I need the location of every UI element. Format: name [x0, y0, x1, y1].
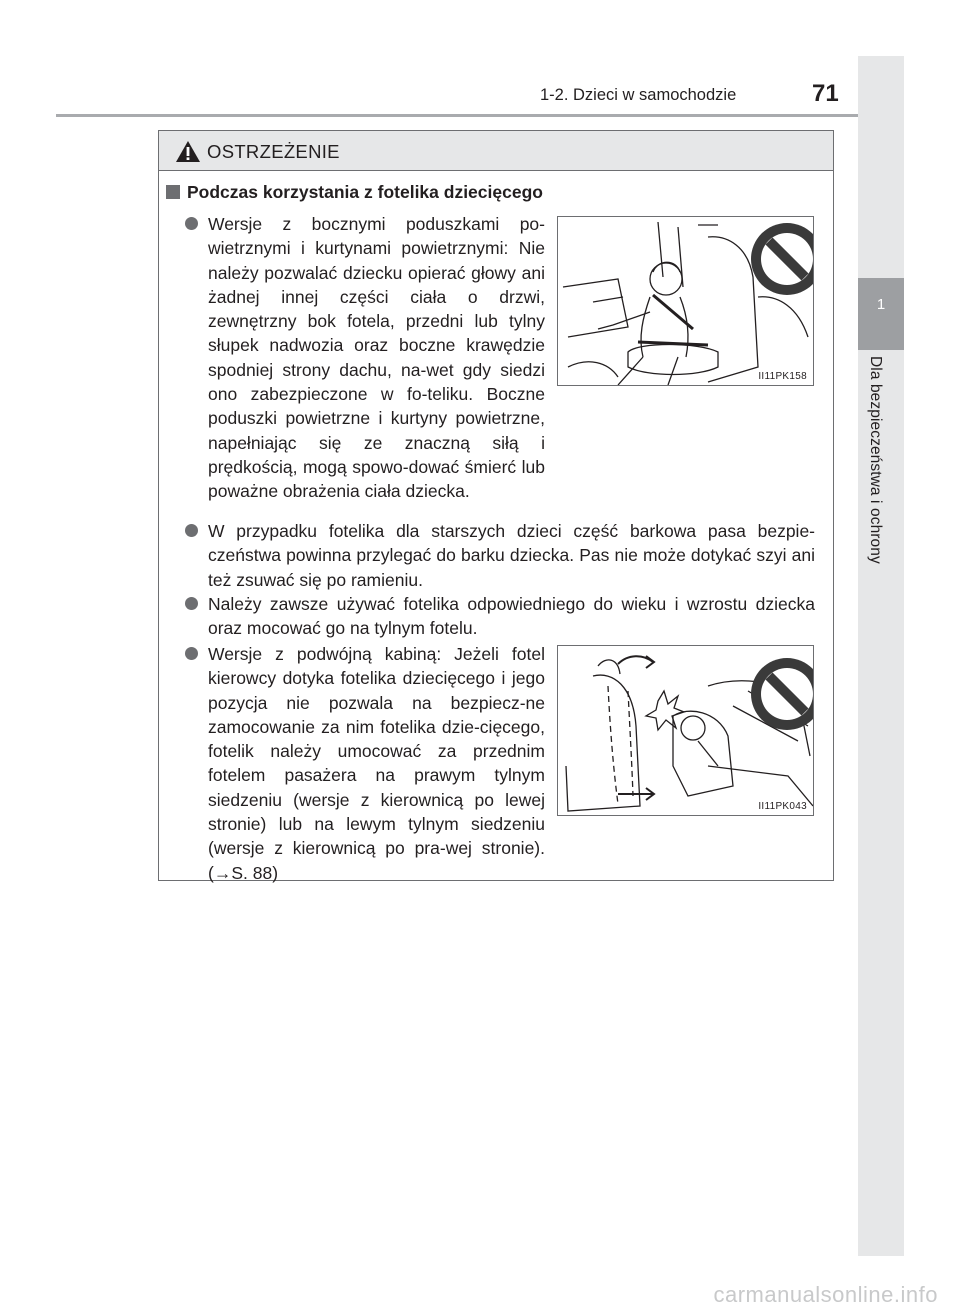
bullet-icon: [185, 647, 198, 660]
rear-child-seat-drawing: [558, 646, 814, 816]
section-heading: [166, 182, 543, 203]
illustration-code: II11PK158: [758, 371, 807, 382]
section-heading-text: Podczas korzystania z fotelika dziecięcego: [187, 182, 543, 202]
list-item-text: W przypadku fotelika dla starszych dzieci część barkowa pasa bezpie-czeństwa powinna przylegać do barku dziecka. Pas nie może dotykać szyi ani też zsuwać się po ramieniu.: [208, 521, 815, 590]
bullet-icon: [185, 217, 198, 230]
bullet-icon: [185, 524, 198, 537]
side-tab: [858, 56, 904, 1256]
page-number: 71: [812, 80, 839, 107]
header-rule: [56, 114, 904, 117]
prohibition-icon: [751, 658, 814, 730]
header-section-title: 1-2. Dzieci w samochodzie: [540, 86, 737, 104]
side-chapter-title: Dla bezpieczeństwa i ochrony: [867, 356, 884, 564]
prohibition-icon: [751, 223, 814, 295]
square-bullet-icon: [166, 185, 180, 199]
footer-watermark: carmanualsonline.info: [713, 1282, 938, 1307]
side-chapter-number: 1: [858, 278, 904, 350]
list-item: [208, 592, 815, 641]
booster-seat-drawing: [558, 217, 814, 386]
warning-header: [159, 131, 833, 171]
list-item: [208, 519, 815, 592]
list-item-text: Należy zawsze używać fotelika odpowiedniego do wieku i wzrostu dziecka oraz mocować go na tylnym fotelu.: [208, 594, 815, 639]
list-item-text: Wersje z podwójną kabiną: Jeżeli fotel kierowcy dotyka fotelika dziecięcego i jego pozycja nie pozwala na bezpiecz-ne zamocowanie za nim fotelika dzie-cięcego, fotelik należy umocować za przednim fotelem pasażera na prawym tylnym siedzeniu (wersje z kierownicą po lewej stronie) lub na lewym tylnym siedzeniu (wersje z kierownicą po pra-wej stronie). (→S. 88): [208, 644, 545, 883]
bullet-icon: [185, 597, 198, 610]
list-item: [208, 212, 545, 504]
list-item: [208, 642, 545, 885]
warning-triangle-icon: [175, 140, 201, 163]
warning-title: OSTRZEŻENIE: [207, 141, 340, 162]
list-item-text: Wersje z bocznymi poduszkami po-wietrznymi i kurtynami powietrznymi: Nie należy pozwalać dziecku opierać głowy ani żadnej innej części ciała o drzwi, zewnętrzny bok fotela, przedni lub tylny słupek nadwozia oraz boczne krawędzie spodniej strony dachu, na-wet gdy siedzi ono zabezpieczone w fo-teliku. Boczne poduszki powietrzne i kurtyny powietrzne, napełniając się ze znaczną siłą i prędkością, mogą spowo-dować śmierć lub poważne obrażenia ciała dziecka.: [208, 214, 545, 502]
illustration-rear-child-seat: [557, 645, 814, 816]
illustration-booster-seat: [557, 216, 814, 386]
illustration-code: II11PK043: [758, 801, 807, 812]
